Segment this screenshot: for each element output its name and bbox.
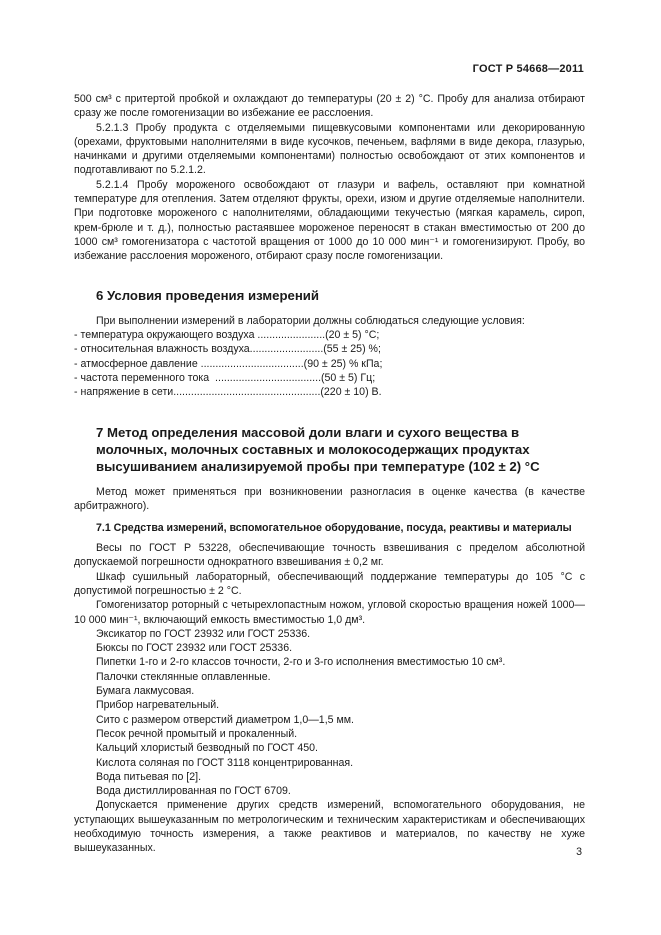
paragraph-continuation: 500 см³ с притертой пробкой и охлаждают до температуры (20 ± 2) °С. Пробу для анализа отбирают сразу же после гомогенизации во избежание ее расслоения. [74, 93, 585, 120]
subsection-7-1-title: 7.1 Средства измерений, вспомогательное оборудование, посуда, реактивы и материалы [96, 521, 572, 534]
equipment-note: Допускается применение других средств измерений, вспомогательного оборудования, не уступающих вышеуказанным по метрологическим и техническим характеристикам и обеспечивающих необходимую точность измерения, а также реактивов и материалов, по качеству не хуже вышеуказанных. [74, 799, 585, 855]
condition-item: - частота переменного тока ....................................(50 ± 5) Гц; [74, 371, 376, 384]
equipment-item: Кальций хлористый безводный по ГОСТ 450. [96, 742, 318, 755]
equipment-item: Шкаф сушильный лабораторный, обеспечивающий поддержание температуры до 105 °С с допустимой погрешностью ± 2 °С. [74, 570, 585, 597]
paragraph-5-2-1-3: 5.2.1.3 Пробу продукта с отделяемыми пищевкусовыми компонентами или декорированную (орехами, фруктовыми наполнителями в виде кусочков, печеньем, вафлями в виде декора, глазурью, начинками и другими отделяемыми компонентами) полностью освобождают от этих компонентов и подготавливают по 5.2.1.2. [74, 121, 585, 177]
page-content [74, 92, 585, 856]
section-7-title: 7 Метод определения массовой доли влаги и сухого вещества в молочных, молочных составных и молокосодержащих продуктах высушиванием анализируемой пробы при температуре (102 ± 2) °С [96, 424, 540, 474]
condition-item: - относительная влажность воздуха.........................(55 ± 25) %; [74, 343, 381, 356]
equipment-item: Бюксы по ГОСТ 23932 или ГОСТ 25336. [96, 642, 293, 655]
equipment-item: Гомогенизатор роторный с четырехлопастным ножом, угловой скоростью вращения ножей 1000—10 000 мин⁻¹, включающий емкость вместимостью 1,0 дм³. [74, 599, 585, 626]
section-6-title: 6 Условия проведения измерений [96, 287, 320, 303]
equipment-item: Пипетки 1-го и 2-го классов точности, 2-го и 3-го исполнения вместимостью 10 см³. [96, 656, 506, 669]
page-number: 3 [576, 846, 582, 858]
condition-item: - атмосферное давление ...................................(90 ± 25) % кПа; [74, 357, 383, 370]
equipment-item: Бумага лакмусовая. [96, 685, 195, 698]
paragraph-5-2-1-4: 5.2.1.4 Пробу мороженого освобождают от глазури и вафель, оставляют при комнатной температуре для отепления. Затем отделяют фрукты, орехи, изюм и другие отделяемые наполнители. При подготовке мороженого с наполнителями, обладающими текучестью (мягкая карамель, сироп, крем-брюле и т. д.), полностью растаявшее мороженое переносят в стакан вместимостью от 200 до 1000 см³ гомогенизатора с частотой вращения от 1000 до 10 000 мин⁻¹ и гомогенизируют. Пробу, во избежание расслоения мороженого, отбирают сразу после гомогенизации. [74, 178, 585, 263]
equipment-item: Вода дистиллированная по ГОСТ 6709. [96, 785, 291, 798]
section-6-lead: При выполнении измерений в лаборатории должны соблюдаться следующие условия: [96, 314, 525, 327]
condition-item: - напряжение в сети..................................................(220 ± 10) В. [74, 386, 382, 399]
standard-header: ГОСТ Р 54668—2011 [472, 63, 584, 75]
condition-item: - температура окружающего воздуха .......................(20 ± 5) °С; [74, 329, 380, 342]
equipment-item: Кислота соляная по ГОСТ 3118 концентрированная. [96, 756, 354, 769]
equipment-item: Вода питьевая по [2]. [96, 770, 202, 783]
equipment-item: Эксикатор по ГОСТ 23932 или ГОСТ 25336. [96, 627, 311, 640]
equipment-item: Прибор нагревательный. [96, 699, 220, 712]
section-7-lead: Метод может применяться при возникновении разногласия в оценке качества (в качестве арбитражного). [74, 486, 585, 513]
equipment-item: Песок речной промытый и прокаленный. [96, 727, 298, 740]
equipment-item: Весы по ГОСТ Р 53228, обеспечивающие точность взвешивания с пределом абсолютной допускаемой погрешности однократного взвешивания ± 0,2 мг. [74, 542, 585, 569]
conditions-list [74, 328, 585, 399]
equipment-item: Палочки стеклянные оплавленные. [96, 670, 271, 683]
equipment-item: Сито с размером отверстий диаметром 1,0—1,5 мм. [96, 713, 354, 726]
